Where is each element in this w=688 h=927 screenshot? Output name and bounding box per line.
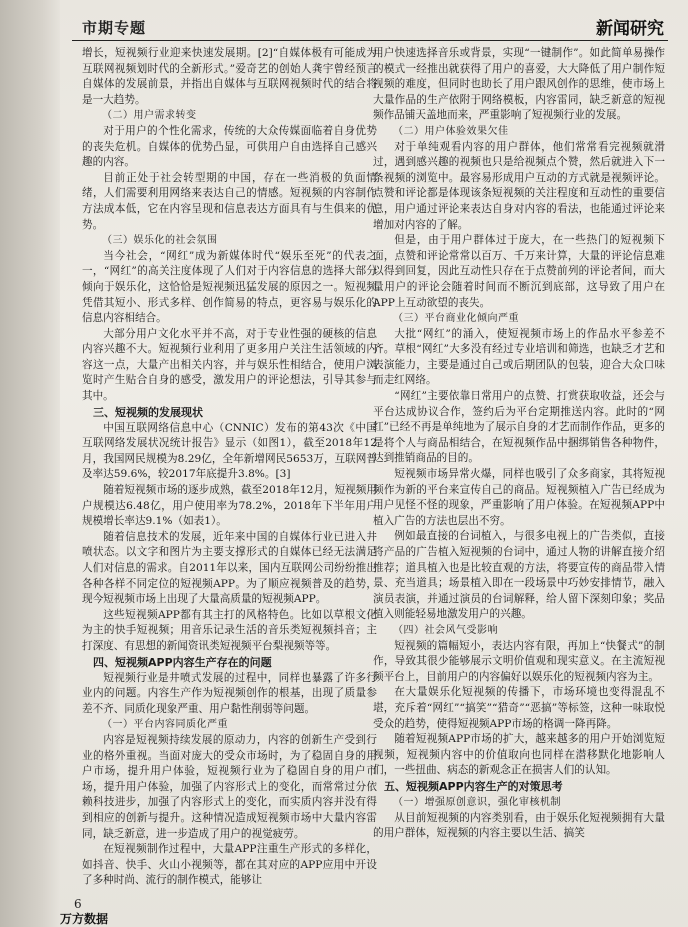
paragraph: 随着信息技术的发展，近年来中国的自媒体行业已进入井喷状态。以文字和图片为主要支撑形式的自媒体已经无法满足人们对信息的需求。自2011年以来，国内互联网公司纷纷推出各种各样不同定位的短视频APP。为了顺应视频普及的趋势，现今短视频市场上出现了大量高质量的短视频APP。 [82,530,377,606]
subsection-heading: （一）增强原创意识，强化审核机制 [393,796,561,808]
paragraph: 但是，由于用户群体过于庞大，在一些热门的短视频下面，点赞和评论常常以百万、千万来计算，大量的评论信息难以得到回复，因此互动性只存在于点赞前列的评论者间，而大量用户的评论会随着时间而不断沉到底部，这导致了用户在APP上互动欲望的丧失。 [373,234,665,309]
page-number: 6 [74,897,82,911]
paragraph: 短视频行业是井喷式发展的过程中，同样也暴露了许多行业内的问题。内容生产作为短视频创作的根基，出现了质量参差不齐、同质化现象严重、用户黏性削弱等问题。 [82,671,377,715]
paragraph: 对于单纯观看内容的用户群体，他们常常看完视频就滑过，遇到感兴趣的视频也只是给视频点个赞，然后就进入下一条视频的浏览中。最容易形成用户互动的方式就是视频评论。点赞和评论都是体现该条短视频的关注程度和互动性的重要信息，用户通过评论来表达自身对内容的看法，也能通过评论来增加对内容的了解。 [373,140,665,231]
subsection-heading: （二）用户体验效果欠佳 [393,125,509,137]
paragraph: 短视频市场异常火爆，同样也吸引了众多商家，其将短视频作为新的平台来宣传自己的商品。短视频植入广告已经成为用户见怪不怪的现象，严重影响了用户体验。在短视频APP中植入广告的方法也层出不穷。 [373,468,665,527]
paragraph: 当今社会，“网红”成为新媒体时代“娱乐至死”的代表之一，“网红”的高关注度体现了人们对于内容信息的选择大部分倾向于娱乐化，这恰恰是短视频迅猛发展的原因之一。短视频凭借其短小、形式多样、创作简易的特点，更容易与娱乐化的信息内容相结合。 [82,249,377,325]
paragraph: 短视频的篇幅短小，表达内容有限，再加上“快餐式”的制作，导致其很少能够展示文明价值观和现实意义。在主流短视频平台上，目前用户的内容偏好以娱乐化的短视频内容为主。 [373,639,665,683]
paragraph: 内容是短视频持续发展的原动力，内容的创新生产受到行业的格外重视。当面对庞大的受众市场时，为了稳固自身的用户市场，提升用户体验，短视频行业为了稳固自身的用户市场，提升用户体验，加强了内容形式上的变化，而常常过分依赖科技进步，加强了内容形式上的变化，而实质内容并没有得到相应的创新与提升。这种情况造成短视频市场中大量内容雷同，缺乏新意，进一步造成了用户的视觉疲劳。 [82,733,377,840]
right-column [373,46,665,842]
section-heading: 三、短视频的发展现状 [93,405,203,419]
paragraph: 从目前短视频的内容类别看，由于娱乐化短视频拥有大量的用户群体，短视频的内容主要以生活、搞笑 [373,811,665,840]
subsection-heading: （三）平台商业化倾向严重 [393,313,519,325]
paragraph: 用户快速选择音乐或背景，实现“一键制作”。如此简单易操作的模式一经推出就获得了用户的喜爱，大大降低了用户制作短视频的难度，但同时也助长了用户跟风创作的思维，使市场上大量作品的生产依附于网络模板，内容雷同，缺乏新意的短视频作品铺天盖地而来，严重影响了短视频行业的发展。 [373,47,665,122]
database-logo: 万方数据 [60,912,109,926]
paragraph: 增长，短视频行业迎来快速发展期。[2]“自媒体极有可能成为互联网视频划时代的全新形式。”爱奇艺的创始人龚宇曾经预言自媒体的发展前景，并指出自媒体与互联网视频时代的结合将是一大趋势。 [82,47,377,106]
section-heading: 五、短视频APP内容生产的对策思考 [384,779,563,793]
paragraph: 随着短视频市场的逐步成熟，截至2018年12月，短视频用户规模达6.48亿，用户使用率为78.2%，2018年下半年用户规模增长率达9.1%（如表1）。 [82,484,377,528]
journal-logo: 新闻研究 [596,19,664,39]
paragraph: 对于用户的个性化需求，传统的大众传媒面临着自身优势的丧失危机。自媒体的优势凸显，可供用户自由选择自己感兴趣的内容。 [82,124,377,169]
paragraph: 例如最直接的台词植入，与很多电视上的广告类似，直接将产品的广告植入短视频的台词中，通过人物的讲解直接介绍推荐；道具植入也是比较直观的方法，将要宣传的商品带入情景、充当道具；场景植入即在一段场景中巧妙安排情节，融入演员表演，并通过演员的台词解释，给人留下深刻印象；奖品植入则能轻易地激发用户的兴趣。 [373,530,665,621]
subsection-heading: （二）用户需求转变 [102,110,197,122]
section-heading: 四、短视频APP内容生产存在的问题 [93,655,272,669]
paragraph: 大部分用户文化水平并不高，对于专业性强的硬核的信息内容兴趣不大。短视频行业利用了更多用户关注生活领域的内容这一点，大量产出相关内容，并与娱乐性相结合，使用户浏览时产生贴合自身的感受，激发用户的评论想法，引导其参与其中。 [82,327,377,403]
subsection-heading: （三）娱乐化的社会氛围 [102,235,218,247]
page-binding-shadow [0,0,60,927]
paragraph: 大批“网红”的涌入，使短视频市场上的作品水平参差不齐。草根“网红”大多没有经过专业培训和筛选，也缺乏才艺和表演能力，主要是通过自己或后期团队的包装，迎合大众口味而走红网络。 [373,327,665,387]
page-header [72,14,668,41]
paragraph: 目前正处于社会转型期的中国，存在一些消极的负面情绪，人们需要利用网络来表达自己的情感。短视频的内容制作方法成本低，它在内容呈现和信息表达方面具有与生俱来的优势。 [82,171,377,231]
paragraph: 中国互联网络信息中心（CNNIC）发布的第43次《中国互联网络发展状况统计报告》显示（如图1），截至2018年12月，我国网民规模为8.29亿，全年新增网民5653万，互联网普及率达59.6%，较2017年底提升3.8%。[3] [82,421,377,481]
paragraph: 在短视频制作过程中，大量APP注重生产形式的多样化，如抖音、快手、火山小视频等，都在其对应的APP应用中开设了多种时尚、流行的制作模式，能够让 [82,843,377,887]
paragraph: 这些短视频APP都有其主打的风格特色。比如以草根文化为主的快手短视频；用音乐记录生活的音乐类短视频抖音；主打深度、有思想的新闻资讯类短视频平台梨视频等等。 [82,608,377,652]
subsection-heading: （一）平台内容同质化严重 [102,719,228,731]
paragraph: 在大量娱乐化短视频的传播下，市场环境也变得混乱不堪，充斥着“网红”“搞笑”“猎奇”“恶搞”等标签，这种一味取悦受众的趋势，使得短视频APP市场的格调一降再降。 [373,686,665,730]
section-title: 市期专题 [82,19,147,37]
paragraph: 随着短视频APP市场的扩大，越来越多的用户开始浏览短视频，短视频内容中的价值取向也同样在潜移默化地影响人们，一些扭曲、病态的新观念正在损害人们的认知。 [373,733,665,777]
subsection-heading: （四）社会风气受影响 [393,624,498,636]
left-column [82,46,377,889]
paragraph: “网红”主要依靠日常用户的点赞、打赏获取收益，还会与平台达成协议合作，签约后为平台定期推送内容。此时的“网红”已经不再是单纯地为了展示自身的才艺而制作作品，更多的是将个人与商品相结合，在短视频作品中捆绑销售各种物件，达到推销商品的目的。 [373,390,665,465]
